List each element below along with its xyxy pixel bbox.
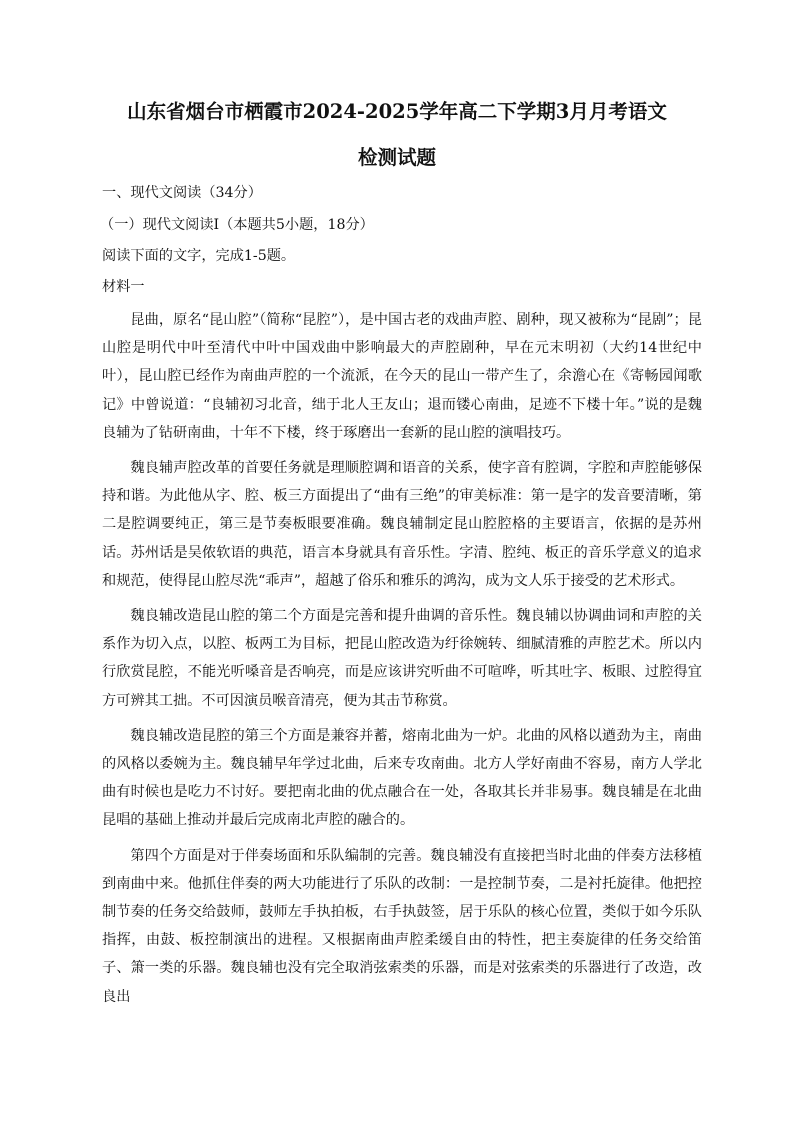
document-title-line-1: 山东省烟台市栖霞市2024-2025学年高二下学期3月月考语文 — [127, 100, 667, 123]
article-body — [102, 306, 702, 1011]
paragraph-3: 魏良辅改造昆山腔的第二个方面是完善和提升曲调的音乐性。魏良辅以协调曲词和声腔的关系作为切入点，以腔、板两工为目标，把昆山腔改造为纡徐婉转、细腻清雅的声腔艺术。所以内行欣赏昆腔，不能光听嗓音是否响亮，而是应该讲究听曲不可喧哗，听其吐字、板眼、过腔得宜方可辨其工拙。不可因演员喉音清亮，便为其击节称赏。 — [102, 608, 702, 709]
subsection-heading: （一）现代文阅读Ⅰ（本题共5小题，18分） — [100, 217, 374, 233]
material-label: 材料一 — [102, 279, 145, 295]
paragraph-4: 魏良辅改造昆腔的第三个方面是兼容并蓄，熔南北曲为一炉。北曲的风格以遒劲为主，南曲的风格以委婉为主。魏良辅早年学过北曲，后来专攻南曲。北方人学好南曲不容易，南方人学北曲有时候也是吃力不讨好。要把南北曲的优点融合在一处，各取其长并非易事。魏良辅是在北曲昆唱的基础上推动并最后完成南北声腔的融合的。 — [102, 727, 702, 829]
paragraph-1: 昆曲，原名“昆山腔”（简称“昆腔”），是中国古老的戏曲声腔、剧种，现又被称为“昆剧”；昆山腔是明代中叶至清代中叶中国戏曲中影响最大的声腔剧种，早在元末明初（大约14世纪中叶），昆山腔已经作为南曲声腔的一个流派，在今天的昆山一带产生了，余澹心在《寄畅园闻歌记》中曾说道：“良辅初习北音，绌于北人王友山；退而镂心南曲，足迹不下楼十年。”说的是魏良辅为了钻研南曲，十年不下楼，终于琢磨出一套新的昆山腔的演唱技巧。 — [102, 312, 702, 441]
paragraph-5: 第四个方面是对于伴奏场面和乐队编制的完善。魏良辅没有直接把当时北曲的伴奏方法移植到南曲中来。他抓住伴奏的两大功能进行了乐队的改制：一是控制节奏，二是衬托旋律。他把控制节奏的任务交给鼓师，鼓师左手执拍板，右手执鼓签，居于乐队的核心位置，类似于如今乐队指挥，由鼓、板控制演出的进程。又根据南曲声腔柔缓自由的特性，把主奏旋律的任务交给笛子、箫一类的乐器。魏良辅也没有完全取消弦索类的乐器，而是对弦索类的乐器进行了改造，改良出 — [102, 847, 702, 1005]
document-title-line-2: 检测试题 — [357, 146, 436, 169]
paragraph-2: 魏良辅声腔改革的首要任务就是理顺腔调和语音的关系，使字音有腔调，字腔和声腔能够保持和谐。为此他从字、腔、板三方面提出了“曲有三绝”的审美标准：第一是字的发音要清晰，第二是腔调要纯正，第三是节奏板眼要准确。魏良辅制定昆山腔腔格的主要语言，依据的是苏州话。苏州话是吴侬软语的典范，语言本身就具有音乐性。字清、腔纯、板正的音乐学意义的追求和规范，使得昆山腔尽洗“乖声”，超越了俗乐和雅乐的鸿沟，成为文人乐于接受的艺术形式。 — [102, 460, 702, 589]
section-heading: 一、现代文阅读（34分） — [102, 185, 262, 201]
reading-instruction: 阅读下面的文字，完成1-5题。 — [102, 248, 296, 264]
